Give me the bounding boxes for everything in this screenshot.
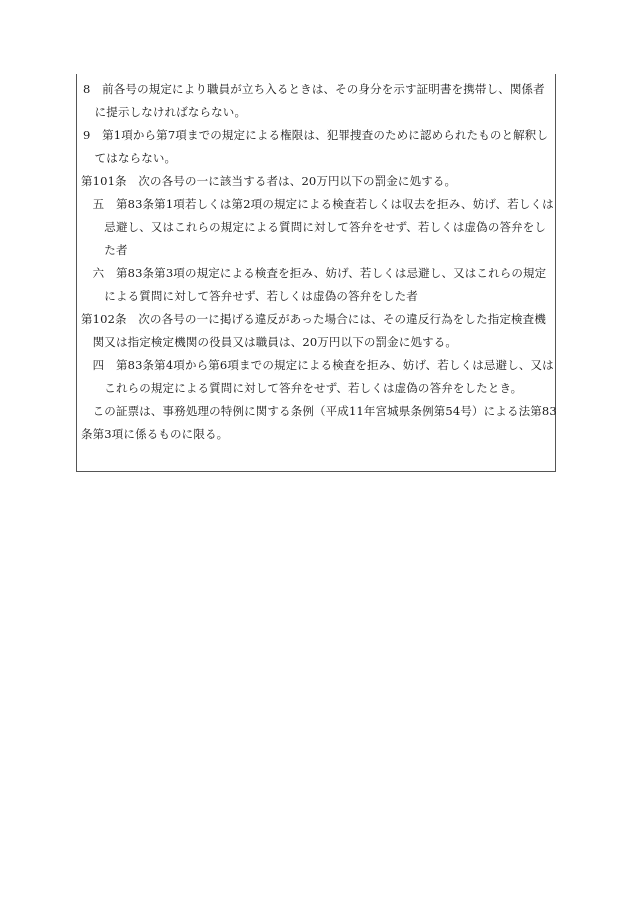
clause-8-line-2: に提示しなければならない。 (83, 105, 247, 119)
clause-9-line-2: てはならない。 (83, 151, 177, 165)
article-101-item-5-line-1: 五 第83条第1項若しくは第2項の規定による検査若しくは収去を拒み、妨げ、若しくは (81, 197, 554, 211)
article-102-item-4-line-2: これらの規定による質問に対して答弁をせず、若しくは虚偽の答弁をしたとき。 (81, 381, 523, 395)
article-102-heading-line-2: 関又は指定検定機関の役員又は職員は、20万円以下の罰金に処する。 (81, 335, 458, 349)
article-101-item-5-line-3: た者 (81, 243, 128, 257)
article-102-item-4-line-1: 四 第83条第4項から第6項までの規定による検査を拒み、妨げ、若しくは忌避し、又は (81, 358, 554, 372)
document-frame (76, 74, 556, 472)
article-101-item-6-line-2: による質問に対して答弁せず、若しくは虚偽の答弁をした者 (81, 289, 418, 303)
article-101-heading: 第101条 次の各号の一に該当する者は、20万円以下の罰金に処する。 (81, 174, 457, 188)
certificate-note-line-2: 条第3項に係るものに限る。 (81, 427, 229, 441)
article-101-item-5-line-2: 忌避し、又はこれらの規定による質問に対して答弁をせず、若しくは虚偽の答弁をし (81, 220, 547, 234)
clause-9-line-1: 9 第1項から第7項までの規定による権限は、犯罪捜査のために認められたものと解釈し (83, 128, 549, 142)
clause-8-line-1: 8 前各号の規定により職員が立ち入るときは、その身分を示す証明書を携帯し、関係者 (83, 82, 545, 96)
article-102-heading-line-1: 第102条 次の各号の一に掲げる違反があった場合には、その違反行為をした指定検査機 (81, 312, 546, 326)
certificate-note-line-1: この証票は、事務処理の特例に関する条例（平成11年宮城県条例第54号）による法第83 (81, 404, 557, 418)
article-101-item-6-line-1: 六 第83条第3項の規定による検査を拒み、妨げ、若しくは忌避し、又はこれらの規定 (81, 266, 547, 280)
